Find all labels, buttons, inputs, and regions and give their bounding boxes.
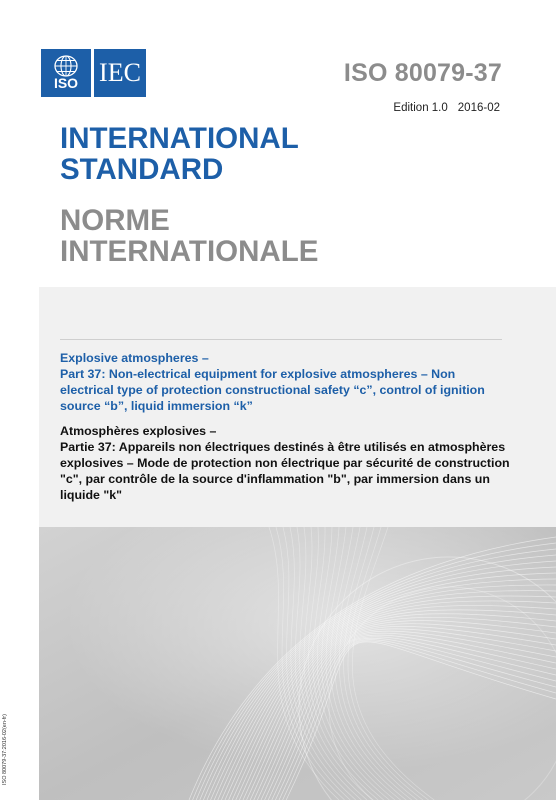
- subject-french: [60, 423, 520, 503]
- title-french: [60, 205, 318, 267]
- iso-logo: [41, 49, 91, 97]
- title-french-line-2: INTERNATIONALE: [60, 235, 319, 268]
- title-french-line-1: NORME: [60, 204, 170, 237]
- wave-lines-artwork: [39, 527, 556, 800]
- subject-french-line-1: Atmosphères explosives –: [60, 424, 217, 438]
- edition-date: 2016-02: [457, 102, 500, 114]
- iso-logo-text: ISO: [53, 75, 79, 91]
- subject-english-line-1: Explosive atmospheres –: [60, 351, 209, 365]
- edition-label: Edition 1.0: [393, 102, 448, 114]
- title-english-line-1: INTERNATIONAL: [60, 122, 299, 155]
- subject-english-line-2: Part 37: Non-electrical equipment for explosive atmospheres – Non electrical type of protection constructional safety “c”, control of ignition source “b”, liquid immersion “k”: [60, 367, 485, 413]
- subject-english: [60, 350, 510, 414]
- decorative-artwork: [39, 527, 556, 800]
- title-english: [60, 123, 299, 185]
- side-reference: ISO 80079-37:2016-02(en-fr): [2, 714, 8, 785]
- title-english-line-2: STANDARD: [60, 153, 224, 186]
- iec-logo-text: IEC: [99, 58, 141, 87]
- iec-logo: [94, 49, 146, 97]
- document-number: ISO 80079-37: [343, 59, 502, 87]
- logo-group: [41, 49, 146, 97]
- edition-info: [393, 102, 500, 114]
- divider: [60, 339, 502, 340]
- subject-french-line-2: Partie 37: Appareils non électriques destinés à être utilisés en atmosphères explosives – Mode de protection non électrique par sécurité de construction "c", par contrôle de la source d'inflammation "b", par immersion dans un liquide "k": [60, 440, 510, 502]
